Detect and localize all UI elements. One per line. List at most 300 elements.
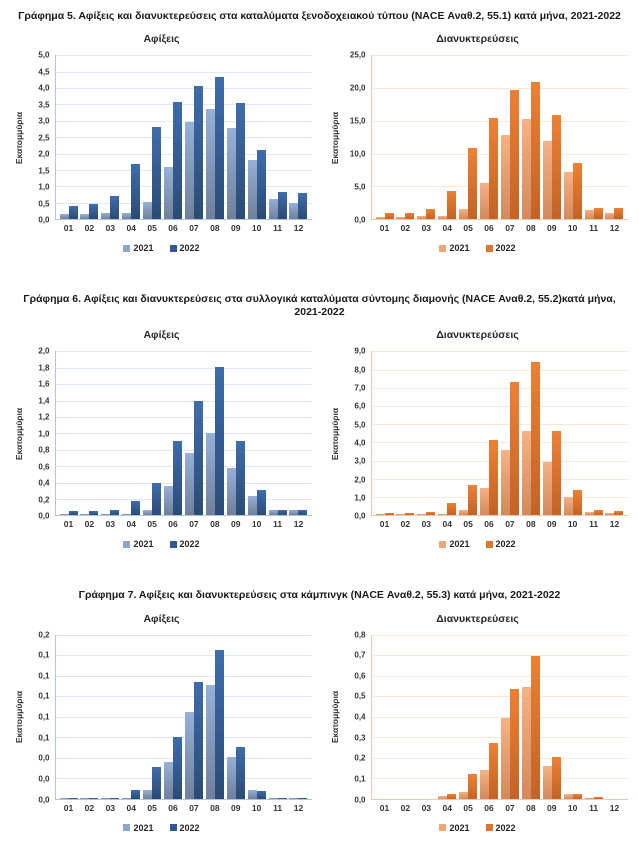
y-tick-label: 0,1 (38, 671, 50, 681)
x-tick-label-month-08: 08 (210, 223, 220, 234)
bar-2021-month-09 (227, 757, 236, 798)
bar-2021-month-11 (585, 210, 594, 219)
x-tick-label-month-04: 04 (126, 802, 136, 813)
y-tick-label: 0,0 (354, 215, 366, 225)
bar-2021-month-10 (564, 497, 573, 515)
y-tick-label: 0,1 (38, 712, 50, 722)
bar-2021-month-04 (122, 213, 131, 220)
x-tick-label-month-09: 09 (231, 223, 241, 234)
bar-2021-month-03 (417, 216, 426, 219)
x-tick-label-month-01: 01 (379, 802, 390, 813)
x-tick-label-month-05: 05 (147, 223, 157, 234)
legend-swatch-icon (439, 245, 446, 252)
y-tick-label: 1,0 (38, 429, 50, 439)
x-tick-label-month-12: 12 (609, 519, 620, 530)
bar-group-month-11 (269, 192, 287, 219)
bar-group-month-02 (80, 511, 98, 515)
y-tick-label: 1,5 (38, 166, 50, 176)
bar-group-month-08 (522, 656, 540, 798)
bar-2022-month-11 (594, 208, 603, 219)
bar-2022-month-03 (426, 512, 435, 516)
x-tick-label-month-06: 06 (168, 802, 178, 813)
y-tick-label: 0,2 (38, 495, 50, 505)
x-tick-label-month-12: 12 (609, 223, 620, 234)
x-tick-label-month-06: 06 (484, 519, 494, 530)
section-grafima-7 (0, 585, 639, 832)
bar-2022-month-12 (298, 510, 307, 516)
bar-2021-month-12 (289, 510, 298, 515)
x-axis-labels (56, 800, 312, 813)
bar-2021-month-08 (206, 433, 215, 516)
bar-2021-month-06 (480, 770, 489, 799)
legend-item-2022 (486, 539, 516, 549)
y-tick-label: 0,0 (38, 215, 50, 225)
bar-2021-month-03 (101, 213, 110, 220)
y-tick-label: 0,1 (38, 733, 50, 743)
bar-2022-month-01 (385, 513, 394, 516)
x-axis-labels (56, 220, 312, 233)
x-tick-label-month-11: 11 (589, 223, 599, 234)
legend-swatch-icon (439, 824, 446, 831)
bars-layer (56, 635, 312, 799)
bar-2021-month-04 (438, 796, 447, 798)
x-tick-label-month-07: 07 (505, 223, 515, 234)
x-tick-label-month-02: 02 (84, 802, 95, 813)
legend-label: 2021 (449, 822, 470, 833)
bar-group-month-02 (396, 513, 414, 516)
y-tick-label: 9,0 (354, 346, 366, 356)
y-tick-label: 0,6 (38, 462, 50, 472)
bar-group-month-11 (269, 510, 287, 516)
y-tick-label: 0,2 (38, 630, 50, 639)
bar-2022-month-04 (447, 503, 456, 515)
bar-2021-month-10 (564, 172, 573, 220)
y-tick-label: 1,8 (38, 363, 50, 373)
bar-2022-month-05 (152, 127, 161, 219)
x-tick-label-month-06: 06 (168, 223, 178, 234)
y-tick-label: 0,4 (354, 712, 366, 722)
bar-group-month-07 (501, 689, 519, 798)
bar-2021-month-07 (185, 122, 194, 219)
x-tick-label-month-05: 05 (463, 223, 473, 234)
y-tick-label: 0,0 (354, 795, 366, 804)
bar-group-month-09 (543, 431, 561, 515)
bar-2022-month-05 (468, 485, 477, 516)
y-tick-label: 4,5 (38, 67, 50, 77)
bar-2021-month-05 (459, 209, 468, 220)
bar-2021-month-06 (480, 488, 489, 516)
bar-2022-month-04 (447, 191, 456, 219)
y-axis-tick-labels (27, 346, 55, 521)
y-tick-label: 5,0 (354, 420, 366, 430)
bar-2022-month-06 (173, 737, 182, 799)
bar-2022-month-10 (573, 163, 582, 219)
x-tick-label-month-11: 11 (589, 519, 599, 530)
bar-group-month-04 (438, 794, 456, 798)
x-tick-label-month-03: 03 (105, 802, 116, 813)
x-tick-label-month-02: 02 (400, 519, 411, 530)
x-tick-label-month-05: 05 (147, 519, 157, 530)
bar-group-month-10 (564, 794, 582, 798)
bar-group-month-08 (206, 77, 224, 219)
y-axis-tick-labels (27, 50, 55, 225)
bar-2021-month-01 (376, 514, 385, 515)
x-tick-label-month-07: 07 (189, 802, 199, 813)
bar-group-month-02 (80, 204, 98, 219)
bar-2022-month-01 (69, 798, 78, 799)
x-tick-label-month-01: 01 (379, 223, 390, 234)
legend-label: 2021 (133, 539, 154, 550)
bar-2022-month-04 (131, 501, 140, 516)
bar-2022-month-09 (236, 747, 245, 799)
bar-group-month-10 (564, 490, 582, 516)
bar-2021-month-09 (227, 128, 236, 219)
bar-2022-month-09 (236, 441, 245, 515)
chart-legend (328, 539, 628, 549)
bar-2022-month-07 (194, 86, 203, 219)
bar-2022-month-08 (215, 367, 224, 516)
x-tick-label-month-03: 03 (421, 223, 432, 234)
x-tick-label-month-03: 03 (105, 519, 116, 530)
bar-2021-month-09 (543, 141, 552, 220)
bar-group-month-11 (585, 797, 603, 799)
x-tick-label-month-02: 02 (84, 223, 95, 234)
bar-2021-month-01 (376, 217, 385, 220)
x-tick-label-month-05: 05 (147, 802, 157, 813)
bar-2021-month-07 (501, 718, 510, 798)
x-tick-label-month-04: 04 (442, 519, 452, 530)
x-tick-label-month-08: 08 (526, 223, 536, 234)
bar-2021-month-01 (60, 214, 69, 219)
x-tick-label-month-09: 09 (231, 519, 241, 530)
legend-label: 2022 (495, 822, 516, 833)
x-tick-label-month-08: 08 (526, 519, 536, 530)
y-tick-label: 0,5 (354, 691, 366, 701)
x-tick-label-month-12: 12 (609, 802, 620, 813)
chart-legend (12, 823, 312, 833)
legend-swatch-icon (170, 245, 177, 252)
bar-group-month-10 (248, 150, 266, 220)
chart-plot-area (328, 630, 628, 804)
bar-group-month-07 (185, 86, 203, 219)
bar-2021-month-04 (122, 514, 131, 516)
bar-2022-month-09 (552, 431, 561, 515)
y-axis-tick-labels (27, 630, 55, 804)
bar-2021-month-10 (564, 794, 573, 798)
y-axis-tick-labels (343, 630, 371, 804)
bar-2022-month-02 (89, 798, 98, 799)
y-axis-title-text: Εκατομμύρια (330, 690, 341, 744)
bar-2021-month-12 (289, 798, 298, 799)
y-tick-label: 2,0 (38, 149, 50, 159)
y-tick-label: 10,0 (349, 149, 366, 159)
bar-2021-month-02 (396, 514, 405, 515)
x-tick-label-month-07: 07 (505, 519, 515, 530)
bar-group-month-08 (522, 82, 540, 219)
bar-group-month-10 (248, 790, 266, 798)
bar-2022-month-03 (110, 798, 119, 799)
bar-group-month-06 (164, 441, 182, 515)
y-tick-label: 20,0 (349, 83, 366, 93)
legend-label: 2022 (179, 822, 200, 833)
x-tick-label-month-04: 04 (442, 223, 452, 234)
chart-arrivals-camping (12, 613, 312, 833)
chart-plot-area (12, 346, 312, 521)
bar-2022-month-08 (215, 650, 224, 799)
x-tick-label-month-10: 10 (251, 223, 262, 234)
y-axis-title-text: Εκατομμύρια (14, 690, 25, 744)
bar-2022-month-08 (531, 82, 540, 219)
bar-group-month-07 (185, 682, 203, 799)
x-tick-label-month-09: 09 (547, 223, 557, 234)
chart-legend (328, 823, 628, 833)
bar-group-month-11 (269, 798, 287, 799)
bar-group-month-01 (376, 513, 394, 516)
y-axis-title (12, 351, 27, 516)
bar-group-month-08 (522, 362, 540, 515)
bar-2022-month-07 (510, 382, 519, 516)
bars-layer (372, 635, 628, 799)
bar-group-month-09 (227, 747, 245, 799)
legend-label: 2022 (179, 539, 200, 550)
legend-item-2022 (486, 823, 516, 833)
x-tick-label-month-01: 01 (379, 519, 390, 530)
legend-item-2021 (439, 539, 469, 549)
bar-2022-month-04 (131, 790, 140, 798)
x-axis-labels (372, 220, 628, 233)
bars-layer (56, 351, 312, 515)
y-tick-label: 5,0 (354, 182, 366, 192)
bar-group-month-03 (101, 798, 119, 799)
x-tick-label-month-07: 07 (505, 802, 515, 813)
bar-2022-month-05 (152, 767, 161, 799)
legend-swatch-icon (486, 245, 493, 252)
bar-2022-month-11 (278, 510, 287, 516)
bar-group-month-05 (459, 485, 477, 516)
bar-2022-month-09 (552, 115, 561, 219)
legend-label: 2021 (449, 243, 470, 254)
bar-group-month-01 (60, 206, 78, 219)
bar-2022-month-08 (531, 656, 540, 798)
bar-group-month-10 (564, 163, 582, 219)
legend-label: 2022 (495, 243, 516, 254)
bar-2022-month-10 (257, 791, 266, 798)
section-grafima-6 (0, 289, 639, 549)
bar-group-month-04 (438, 503, 456, 515)
plot-region (371, 635, 628, 800)
bar-2022-month-05 (468, 148, 477, 219)
y-tick-label: 0,0 (38, 774, 50, 784)
section-title: Γράφημα 6. Αφίξεις και διανυκτερεύσεις στα συλλογικά καταλύματα σύντομης διαμονής (NACE Αναθ.2, 55.2)κατά μήνα, 2021-2022 (23, 293, 616, 319)
bar-group-month-05 (459, 148, 477, 219)
bar-2022-month-02 (89, 511, 98, 515)
bar-2021-month-03 (417, 514, 426, 516)
bar-group-month-09 (227, 441, 245, 515)
plot-region (371, 351, 628, 516)
bar-2022-month-10 (257, 150, 266, 220)
plot-region (55, 55, 312, 220)
bar-2021-month-04 (438, 514, 447, 516)
chart-title: Αφίξεις (143, 329, 180, 342)
bar-2022-month-11 (278, 798, 287, 799)
bar-group-month-11 (585, 208, 603, 219)
y-tick-label: 0,1 (38, 691, 50, 701)
y-axis-title (328, 351, 343, 516)
bar-2021-month-06 (164, 762, 173, 798)
bar-2022-month-04 (131, 164, 140, 219)
bar-2022-month-11 (594, 510, 603, 515)
x-tick-label-month-10: 10 (251, 519, 262, 530)
y-tick-label: 25,0 (349, 50, 366, 60)
x-tick-label-month-12: 12 (293, 802, 304, 813)
legend-label: 2022 (495, 539, 516, 550)
bar-2021-month-11 (269, 798, 278, 799)
x-tick-label-month-11: 11 (589, 802, 599, 813)
bar-2022-month-05 (468, 774, 477, 799)
bar-2021-month-05 (143, 510, 152, 516)
x-tick-label-month-08: 08 (210, 802, 220, 813)
x-axis-labels (372, 516, 628, 529)
x-tick-label-month-08: 08 (210, 519, 220, 530)
bar-group-month-09 (543, 115, 561, 219)
bar-group-month-12 (605, 511, 623, 516)
bar-group-month-06 (480, 118, 498, 219)
legend-label: 2021 (133, 243, 154, 254)
y-tick-label: 0,8 (38, 445, 50, 455)
x-tick-label-month-03: 03 (105, 223, 116, 234)
bar-2022-month-09 (236, 103, 245, 219)
bar-2021-month-01 (60, 514, 69, 516)
bar-group-month-12 (289, 193, 307, 219)
bars-layer (372, 351, 628, 515)
bar-group-month-11 (585, 510, 603, 515)
bar-2021-month-06 (164, 486, 173, 516)
bar-2021-month-06 (480, 183, 489, 219)
bar-2021-month-01 (60, 798, 69, 799)
y-tick-label: 7,0 (354, 383, 366, 393)
bar-2022-month-06 (489, 743, 498, 799)
y-axis-title (12, 55, 27, 220)
y-tick-label: 3,0 (354, 456, 366, 466)
section-title: Γράφημα 7. Αφίξεις και διανυκτερεύσεις στα κάμπινγκ (NACE Αναθ.2, 55.3) κατά μήνα, 2021-2022 (78, 589, 561, 602)
y-tick-label: 3,0 (38, 116, 50, 126)
bar-group-month-06 (164, 737, 182, 799)
chart-legend (12, 539, 312, 549)
legend-item-2022 (170, 539, 200, 549)
legend-item-2022 (170, 243, 200, 253)
bar-2021-month-12 (605, 213, 614, 220)
x-tick-label-month-06: 06 (168, 519, 178, 530)
bar-group-month-08 (206, 367, 224, 516)
legend-swatch-icon (170, 824, 177, 831)
chart-title: Διανυκτερεύσεις (436, 329, 519, 342)
bar-2021-month-02 (80, 514, 89, 516)
bar-2021-month-08 (522, 431, 531, 515)
bar-2021-month-08 (522, 687, 531, 798)
bar-group-month-03 (101, 510, 119, 515)
y-tick-label: 1,6 (38, 379, 50, 389)
bar-2022-month-10 (573, 794, 582, 798)
bar-2022-month-12 (298, 798, 307, 799)
bar-2021-month-02 (396, 217, 405, 220)
bar-group-month-09 (543, 757, 561, 798)
bar-group-month-02 (396, 213, 414, 219)
bar-2021-month-02 (80, 798, 89, 799)
y-tick-label: 2,0 (38, 346, 50, 356)
legend-swatch-icon (123, 824, 130, 831)
bar-2021-month-10 (248, 160, 257, 219)
y-axis-title (328, 55, 343, 220)
x-tick-label-month-01: 01 (63, 802, 74, 813)
bar-2022-month-05 (152, 483, 161, 515)
y-tick-label: 1,4 (38, 396, 50, 406)
bar-group-month-06 (480, 440, 498, 516)
x-tick-label-month-07: 07 (189, 519, 199, 530)
bar-2021-month-02 (80, 214, 89, 220)
x-tick-label-month-11: 11 (273, 802, 283, 813)
bar-2022-month-06 (173, 102, 182, 219)
bar-2022-month-06 (173, 441, 182, 515)
bar-group-month-06 (164, 102, 182, 219)
bar-2021-month-09 (543, 766, 552, 799)
charts-row (0, 613, 639, 833)
x-tick-label-month-09: 09 (547, 802, 557, 813)
bar-2021-month-07 (185, 712, 194, 799)
bar-2022-month-08 (215, 77, 224, 219)
y-tick-label: 0,7 (354, 650, 366, 660)
chart-plot-area (328, 50, 628, 225)
y-axis-title (12, 635, 27, 800)
legend-label: 2022 (179, 243, 200, 254)
y-axis-title (328, 635, 343, 800)
bar-2022-month-06 (489, 440, 498, 516)
bar-2021-month-05 (143, 790, 152, 798)
y-axis-title-text: Εκατομμύρια (330, 111, 341, 164)
x-tick-label-month-11: 11 (273, 223, 283, 234)
bar-group-month-03 (101, 196, 119, 219)
x-tick-label-month-01: 01 (63, 519, 74, 530)
bar-2022-month-01 (69, 511, 78, 515)
chart-nights-short-stay (328, 329, 628, 549)
bar-group-month-12 (289, 510, 307, 516)
y-tick-label: 0,5 (38, 199, 50, 209)
y-tick-label: 0,0 (38, 795, 50, 804)
y-tick-label: 6,0 (354, 401, 366, 411)
bar-2021-month-04 (122, 798, 131, 799)
y-tick-label: 1,0 (38, 182, 50, 192)
bar-2021-month-11 (585, 512, 594, 516)
bar-2021-month-05 (459, 792, 468, 798)
x-tick-label-month-12: 12 (293, 223, 304, 234)
chart-plot-area (328, 346, 628, 521)
legend-item-2021 (123, 243, 153, 253)
bar-2021-month-07 (501, 135, 510, 219)
bar-group-month-04 (438, 191, 456, 219)
bar-group-month-09 (227, 103, 245, 219)
bars-layer (56, 55, 312, 219)
plot-region (371, 55, 628, 220)
bar-group-month-07 (501, 90, 519, 219)
bar-2022-month-12 (614, 511, 623, 516)
bar-2022-month-09 (552, 757, 561, 798)
legend-item-2022 (170, 823, 200, 833)
x-tick-label-month-08: 08 (526, 802, 536, 813)
charts-row (0, 329, 639, 549)
y-tick-label: 0,2 (354, 753, 366, 763)
bar-group-month-01 (60, 511, 78, 515)
x-tick-label-month-10: 10 (567, 802, 578, 813)
bar-group-month-04 (122, 501, 140, 516)
